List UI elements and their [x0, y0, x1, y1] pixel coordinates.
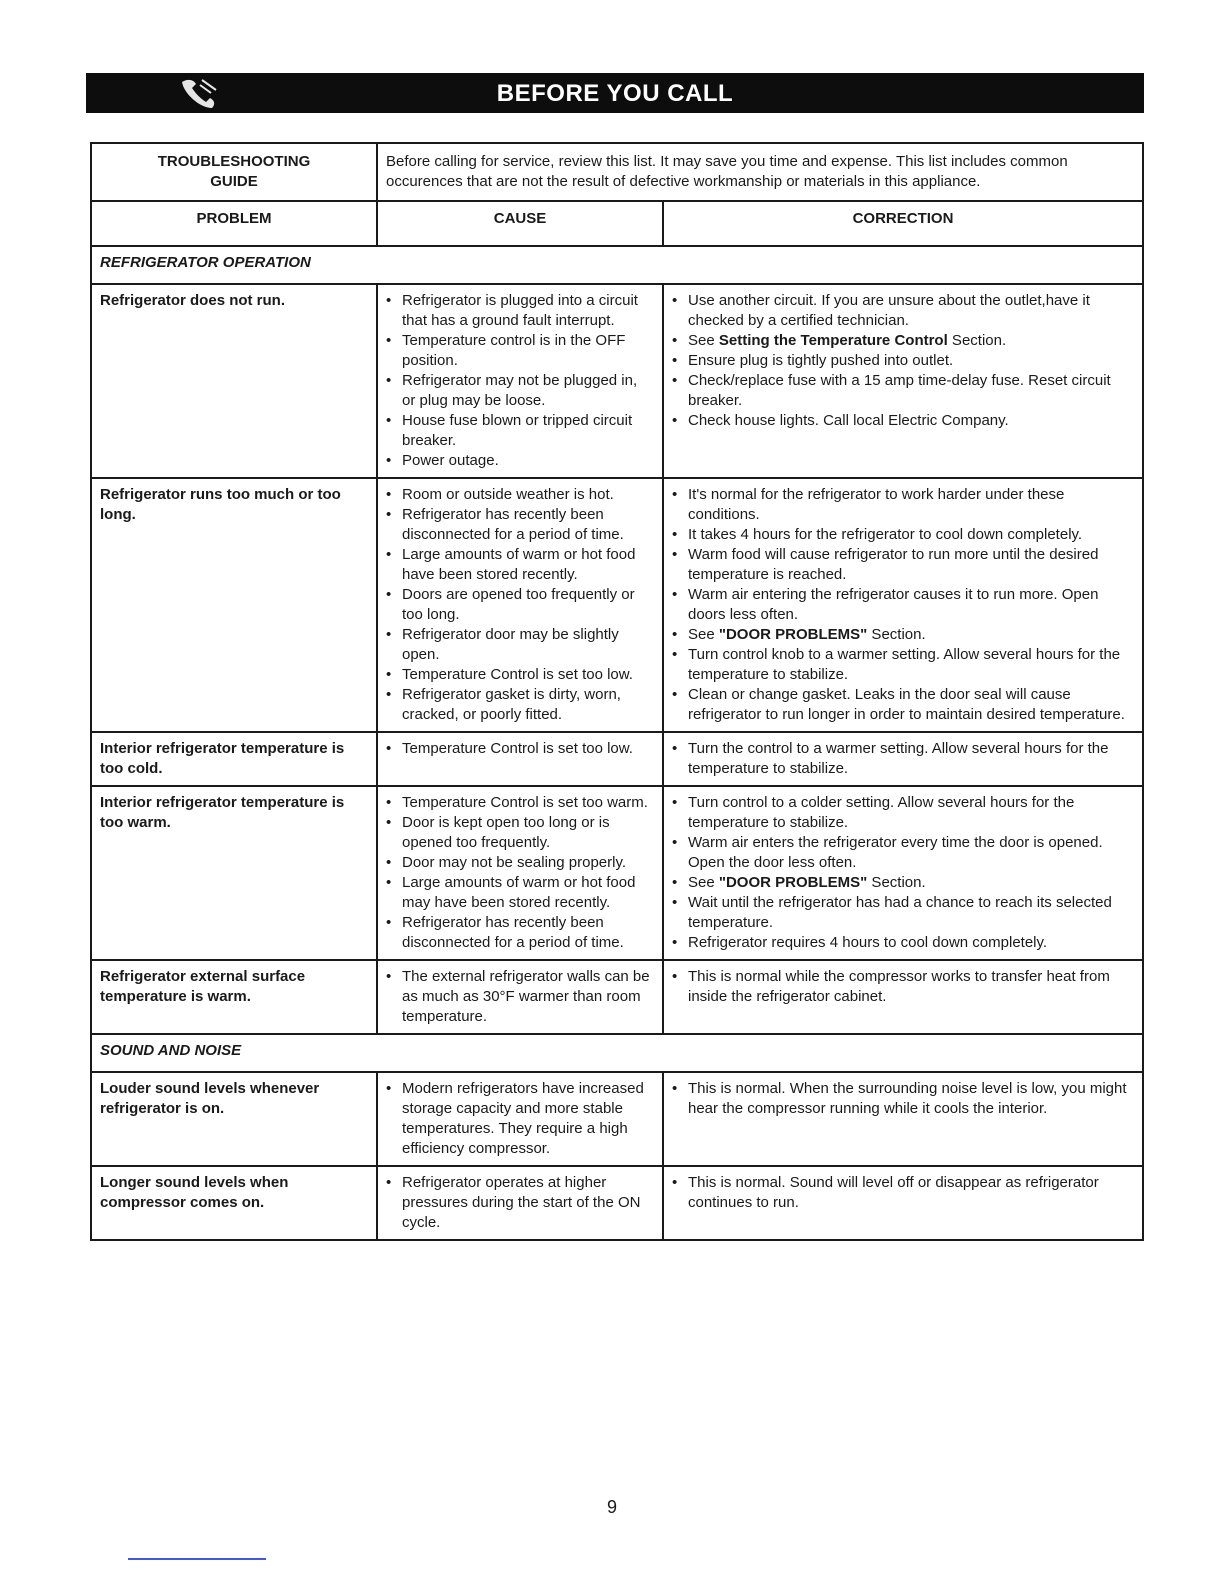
correction-item: • Warm food will cause refrigerator to run more until the desired temperature is reached. — [672, 545, 1134, 585]
column-header-problem: PROBLEM — [91, 201, 377, 246]
problem-row — [91, 732, 1143, 786]
cause-item: • Doors are opened too frequently or too long. — [386, 585, 654, 625]
correction-list — [672, 793, 1134, 953]
guide-title-line2: GUIDE — [210, 173, 258, 190]
cause-item: • Large amounts of warm or hot food have been stored recently. — [386, 545, 654, 585]
correction-item: • See "DOOR PROBLEMS" Section. — [672, 873, 1134, 893]
header-banner — [86, 73, 1144, 113]
correction-item: • Turn control to a colder setting. Allow several hours for the temperature to stabilize. — [672, 793, 1134, 833]
cause-cell — [377, 732, 663, 786]
cause-item: • Door may not be sealing properly. — [386, 853, 654, 873]
correction-item: • Warm air enters the refrigerator every time the door is opened. Open the door less often. — [672, 833, 1134, 873]
problem-cell: Longer sound levels when compressor comes on. — [91, 1166, 377, 1240]
correction-item: • Clean or change gasket. Leaks in the door seal will cause refrigerator to run longer in order to maintain desired temperature. — [672, 685, 1134, 725]
cause-item: • Large amounts of warm or hot food may have been stored recently. — [386, 873, 654, 913]
correction-item: • Check house lights. Call local Electric Company. — [672, 411, 1134, 431]
cause-cell — [377, 786, 663, 960]
cause-cell — [377, 1166, 663, 1240]
cause-item: • Power outage. — [386, 451, 654, 471]
cause-item: • The external refrigerator walls can be as much as 30°F warmer than room temperature. — [386, 967, 654, 1027]
problem-cell: Refrigerator does not run. — [91, 284, 377, 478]
correction-item: • Turn control knob to a warmer setting. Allow several hours for the temperature to stabilize. — [672, 645, 1134, 685]
cause-list — [386, 1079, 654, 1159]
cause-list — [386, 1173, 654, 1233]
cause-item: • Room or outside weather is hot. — [386, 485, 654, 505]
correction-item: • See Setting the Temperature Control Section. — [672, 331, 1134, 351]
correction-item: • Turn the control to a warmer setting. Allow several hours for the temperature to stabilize. — [672, 739, 1134, 779]
correction-item: • Check/replace fuse with a 15 amp time-delay fuse. Reset circuit breaker. — [672, 371, 1134, 411]
emphasis-text: Setting the Temperature Control — [718, 332, 948, 349]
correction-item: • Wait until the refrigerator has had a chance to reach its selected temperature. — [672, 893, 1134, 933]
correction-list — [672, 1173, 1134, 1213]
cause-item: • Temperature control is in the OFF position. — [386, 331, 654, 371]
correction-item: • Use another circuit. If you are unsure about the outlet,have it checked by a certified technician. — [672, 291, 1134, 331]
problem-row — [91, 1072, 1143, 1166]
page-title: BEFORE YOU CALL — [496, 80, 734, 107]
cause-list — [386, 793, 654, 953]
correction-list — [672, 1079, 1134, 1119]
problem-row — [91, 1166, 1143, 1240]
correction-cell — [663, 786, 1143, 960]
cause-item: • Refrigerator is plugged into a circuit that has a ground fault interrupt. — [386, 291, 654, 331]
correction-cell — [663, 1166, 1143, 1240]
correction-item: • It takes 4 hours for the refrigerator to cool down completely. — [672, 525, 1134, 545]
cause-list — [386, 291, 654, 471]
section-title: REFRIGERATOR OPERATION — [91, 246, 1143, 284]
cause-item: • Refrigerator door may be slightly open. — [386, 625, 654, 665]
cause-item: • Temperature Control is set too low. — [386, 739, 654, 759]
cause-item: • Refrigerator has recently been disconnected for a period of time. — [386, 505, 654, 545]
correction-list — [672, 485, 1134, 725]
problem-cell: Refrigerator external surface temperature is warm. — [91, 960, 377, 1034]
column-header-cause: CAUSE — [377, 201, 663, 246]
cause-list — [386, 739, 654, 759]
correction-cell — [663, 284, 1143, 478]
troubleshooting-table — [90, 142, 1144, 1241]
cause-item: • House fuse blown or tripped circuit breaker. — [386, 411, 654, 451]
problem-cell: Louder sound levels whenever refrigerator is on. — [91, 1072, 377, 1166]
footer-line — [128, 1558, 266, 1560]
section-row — [91, 1034, 1143, 1072]
guide-title-line1: TROUBLESHOOTING — [157, 153, 311, 170]
correction-item: • Refrigerator requires 4 hours to cool down completely. — [672, 933, 1134, 953]
cause-item: • Modern refrigerators have increased storage capacity and more stable temperatures. They require a high efficiency compressor. — [386, 1079, 654, 1159]
correction-cell — [663, 732, 1143, 786]
problem-row — [91, 478, 1143, 732]
cause-list — [386, 967, 654, 1027]
problem-row — [91, 960, 1143, 1034]
correction-list — [672, 967, 1134, 1007]
problem-cell: Refrigerator runs too much or too long. — [91, 478, 377, 732]
correction-item: • See "DOOR PROBLEMS" Section. — [672, 625, 1134, 645]
guide-title-cell — [91, 143, 377, 201]
correction-cell — [663, 960, 1143, 1034]
cause-item: • Refrigerator has recently been disconnected for a period of time. — [386, 913, 654, 953]
correction-item: • This is normal. When the surrounding noise level is low, you might hear the compressor running while it cools the interior. — [672, 1079, 1134, 1119]
page-number: 9 — [606, 1497, 617, 1517]
correction-cell — [663, 478, 1143, 732]
cause-cell — [377, 478, 663, 732]
cause-item: • Door is kept open too long or is opened too frequently. — [386, 813, 654, 853]
correction-list — [672, 739, 1134, 779]
problem-row — [91, 786, 1143, 960]
cause-item: • Refrigerator operates at higher pressures during the start of the ON cycle. — [386, 1173, 654, 1233]
cause-item: • Refrigerator may not be plugged in, or plug may be loose. — [386, 371, 654, 411]
guide-intro: Before calling for service, review this list. It may save you time and expense. This list includes common occurences that are not the result of defective workmanship or materials in this appliance. — [377, 143, 1143, 201]
cause-list — [386, 485, 654, 725]
emphasis-text: "DOOR PROBLEMS" — [718, 874, 868, 891]
correction-item: • This is normal. Sound will level off or disappear as refrigerator continues to run. — [672, 1173, 1134, 1213]
section-title: SOUND AND NOISE — [91, 1034, 1143, 1072]
guide-row — [91, 143, 1143, 201]
cause-item: • Refrigerator gasket is dirty, worn, cracked, or poorly fitted. — [386, 685, 654, 725]
correction-list — [672, 291, 1134, 431]
emphasis-text: "DOOR PROBLEMS" — [718, 626, 868, 643]
correction-item: • Ensure plug is tightly pushed into outlet. — [672, 351, 1134, 371]
correction-item: • It's normal for the refrigerator to work harder under these conditions. — [672, 485, 1134, 525]
correction-cell — [663, 1072, 1143, 1166]
cause-cell — [377, 284, 663, 478]
cause-item: • Temperature Control is set too warm. — [386, 793, 654, 813]
cause-cell — [377, 960, 663, 1034]
column-header-row — [91, 201, 1143, 246]
problem-cell: Interior refrigerator temperature is too cold. — [91, 732, 377, 786]
cause-item: • Temperature Control is set too low. — [386, 665, 654, 685]
cause-cell — [377, 1072, 663, 1166]
problem-cell: Interior refrigerator temperature is too warm. — [91, 786, 377, 960]
section-row — [91, 246, 1143, 284]
problem-row — [91, 284, 1143, 478]
column-header-correction: CORRECTION — [663, 201, 1143, 246]
correction-item: • This is normal while the compressor works to transfer heat from inside the refrigerator cabinet. — [672, 967, 1134, 1007]
correction-item: • Warm air entering the refrigerator causes it to run more. Open doors less often. — [672, 585, 1134, 625]
